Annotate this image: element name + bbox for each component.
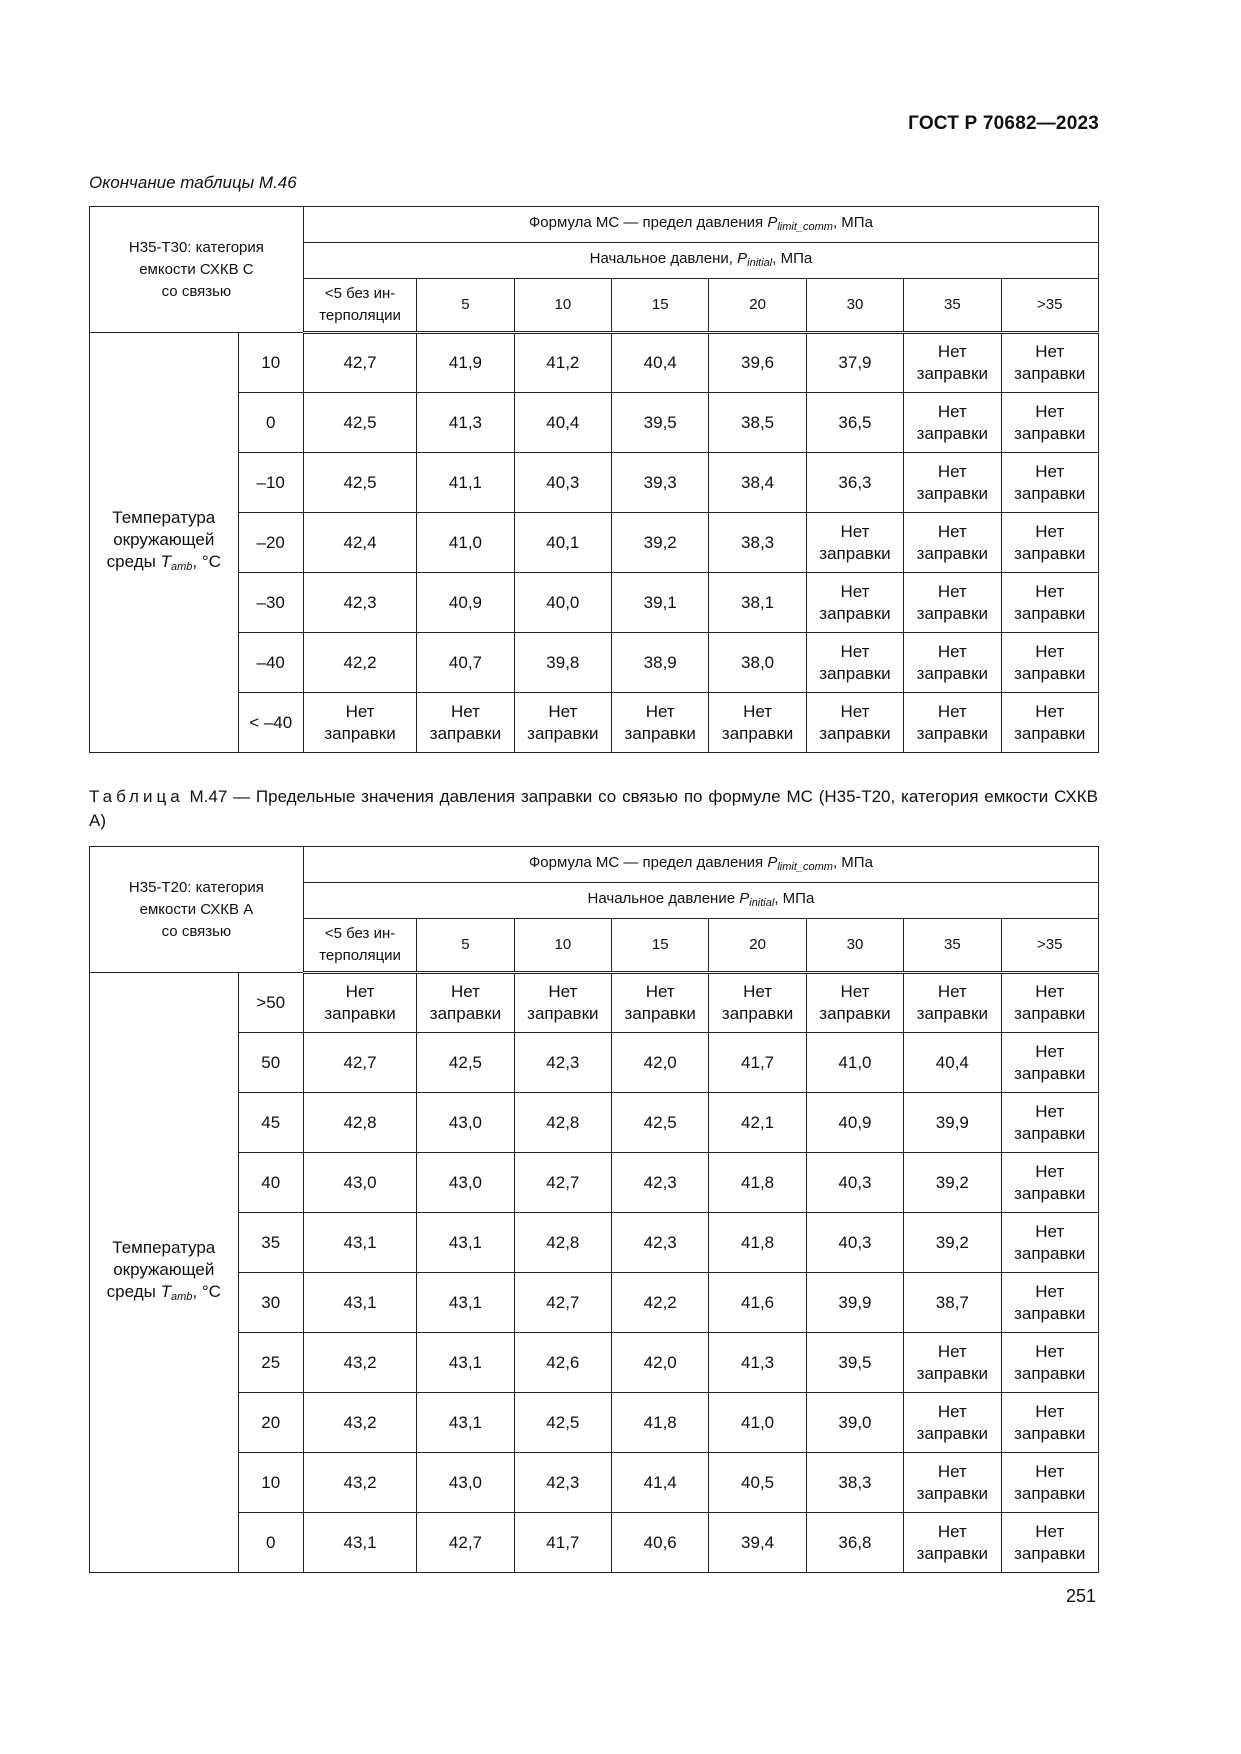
- pressure-value-cell: 38,7: [904, 1273, 1001, 1333]
- pressure-value-cell: 43,1: [417, 1213, 514, 1273]
- temperature-cell: 40: [238, 1153, 303, 1213]
- temperature-cell: 0: [238, 1513, 303, 1573]
- no-refuel-cell: Нет заправки: [1001, 453, 1098, 513]
- pressure-value-cell: 42,7: [417, 1513, 514, 1573]
- temperature-cell: 20: [238, 1393, 303, 1453]
- temperature-cell: –30: [238, 573, 303, 633]
- table-row: [90, 1213, 1099, 1273]
- table-row: [90, 1393, 1099, 1453]
- table-caption: Таблица М.47 — Предельные значения давления заправки со связью по формуле МС (Н35-Т20, категория емкости СХКВ А): [89, 787, 1098, 830]
- temperature-cell: –40: [238, 633, 303, 693]
- formula-header: Формула МС — предел давления $P_{limit\_comm}$, МПа: [303, 207, 1098, 243]
- page-number: 251: [1065, 1586, 1096, 1606]
- pressure-value-cell: 42,2: [612, 1273, 709, 1333]
- pressure-value-cell: 43,1: [417, 1393, 514, 1453]
- pressure-value-cell: 38,3: [709, 513, 806, 573]
- pressure-value-cell: 43,2: [303, 1453, 416, 1513]
- pressure-value-cell: 39,1: [612, 573, 709, 633]
- pressure-value-cell: 43,1: [303, 1213, 416, 1273]
- column-header: >35: [1001, 279, 1098, 333]
- no-refuel-cell: Нет заправки: [1001, 513, 1098, 573]
- column-header: <5 без ин- терполяции: [303, 279, 416, 333]
- formula-header: Формула МС — предел давления $P_{limit\_comm}$, МПа: [303, 847, 1098, 883]
- pressure-value-cell: 40,0: [514, 573, 611, 633]
- pressure-value-cell: 42,1: [709, 1093, 806, 1153]
- temperature-cell: >50: [238, 973, 303, 1033]
- no-refuel-cell: Нет заправки: [904, 1393, 1001, 1453]
- pressure-value-cell: 42,0: [612, 1033, 709, 1093]
- pressure-value-cell: 42,3: [303, 573, 416, 633]
- no-refuel-cell: Нет заправки: [709, 693, 806, 753]
- pressure-table-m46: [89, 206, 1099, 753]
- pressure-value-cell: 40,4: [904, 1033, 1001, 1093]
- column-header: 5: [417, 919, 514, 973]
- row-group-label: Температура окружающей среды $T_{amb}$, °C: [90, 333, 239, 753]
- pressure-value-cell: 41,1: [417, 453, 514, 513]
- pressure-value-cell: 42,8: [303, 1093, 416, 1153]
- no-refuel-cell: Нет заправки: [1001, 1453, 1098, 1513]
- pressure-value-cell: 42,5: [303, 453, 416, 513]
- pressure-value-cell: 41,0: [709, 1393, 806, 1453]
- pressure-value-cell: 39,8: [514, 633, 611, 693]
- pressure-value-cell: 41,7: [709, 1033, 806, 1093]
- table-row: [90, 633, 1099, 693]
- pressure-value-cell: 42,3: [612, 1213, 709, 1273]
- pressure-value-cell: 42,4: [303, 513, 416, 573]
- row-group-label: Температура окружающей среды $T_{amb}$, °C: [90, 973, 239, 1573]
- pressure-value-cell: 43,2: [303, 1333, 416, 1393]
- column-header: 35: [904, 919, 1001, 973]
- no-refuel-cell: Нет заправки: [1001, 333, 1098, 393]
- pressure-value-cell: 41,8: [612, 1393, 709, 1453]
- no-refuel-cell: Нет заправки: [904, 333, 1001, 393]
- no-refuel-cell: Нет заправки: [806, 513, 903, 573]
- pressure-value-cell: 38,9: [612, 633, 709, 693]
- pressure-value-cell: 36,8: [806, 1513, 903, 1573]
- table-row: [90, 573, 1099, 633]
- temperature-cell: 45: [238, 1093, 303, 1153]
- pressure-value-cell: 41,7: [514, 1513, 611, 1573]
- pressure-value-cell: 39,6: [709, 333, 806, 393]
- no-refuel-cell: Нет заправки: [1001, 693, 1098, 753]
- table-row: [90, 1453, 1099, 1513]
- pressure-value-cell: 38,5: [709, 393, 806, 453]
- pressure-value-cell: 40,3: [514, 453, 611, 513]
- no-refuel-cell: Нет заправки: [904, 1513, 1001, 1573]
- column-header: >35: [1001, 919, 1098, 973]
- document-header: ГОСТ Р 70682—2023: [908, 113, 1099, 134]
- pressure-value-cell: 42,6: [514, 1333, 611, 1393]
- table-row: [90, 1513, 1099, 1573]
- pressure-value-cell: 41,3: [709, 1333, 806, 1393]
- pressure-value-cell: 43,0: [417, 1153, 514, 1213]
- no-refuel-cell: Нет заправки: [1001, 1333, 1098, 1393]
- pressure-value-cell: 42,7: [514, 1153, 611, 1213]
- no-refuel-cell: Нет заправки: [1001, 1273, 1098, 1333]
- no-refuel-cell: Нет заправки: [904, 1453, 1001, 1513]
- temperature-cell: < –40: [238, 693, 303, 753]
- no-refuel-cell: Нет заправки: [1001, 633, 1098, 693]
- pressure-value-cell: 43,2: [303, 1393, 416, 1453]
- pressure-value-cell: 42,3: [612, 1153, 709, 1213]
- pressure-value-cell: 41,0: [417, 513, 514, 573]
- pressure-value-cell: 40,7: [417, 633, 514, 693]
- no-refuel-cell: Нет заправки: [612, 973, 709, 1033]
- table-row: [90, 1093, 1099, 1153]
- no-refuel-cell: Нет заправки: [904, 633, 1001, 693]
- pressure-value-cell: 42,8: [514, 1213, 611, 1273]
- no-refuel-cell: Нет заправки: [303, 973, 416, 1033]
- no-refuel-cell: Нет заправки: [417, 973, 514, 1033]
- table-row: [90, 1333, 1099, 1393]
- pressure-value-cell: 40,9: [417, 573, 514, 633]
- no-refuel-cell: Нет заправки: [904, 573, 1001, 633]
- pressure-value-cell: 40,3: [806, 1213, 903, 1273]
- temperature-cell: 0: [238, 393, 303, 453]
- no-refuel-cell: Нет заправки: [1001, 1093, 1098, 1153]
- pressure-value-cell: 42,7: [303, 1033, 416, 1093]
- pressure-value-cell: 36,5: [806, 393, 903, 453]
- table-row: [90, 393, 1099, 453]
- pressure-value-cell: 42,5: [514, 1393, 611, 1453]
- pressure-value-cell: 42,3: [514, 1453, 611, 1513]
- column-header: 15: [612, 279, 709, 333]
- pressure-value-cell: 41,8: [709, 1213, 806, 1273]
- no-refuel-cell: Нет заправки: [904, 393, 1001, 453]
- column-header: 10: [514, 279, 611, 333]
- no-refuel-cell: Нет заправки: [303, 693, 416, 753]
- no-refuel-cell: Нет заправки: [904, 1333, 1001, 1393]
- table-body: [90, 333, 1099, 753]
- column-header: 20: [709, 919, 806, 973]
- table-corner-header: Н35-Т20: категория емкости СХКВ А со связью: [90, 847, 304, 973]
- pressure-value-cell: 42,0: [612, 1333, 709, 1393]
- pressure-value-cell: 43,1: [303, 1273, 416, 1333]
- pressure-value-cell: 39,4: [709, 1513, 806, 1573]
- table-row: [90, 1153, 1099, 1213]
- pressure-value-cell: 39,3: [612, 453, 709, 513]
- temperature-cell: –20: [238, 513, 303, 573]
- pressure-value-cell: 38,4: [709, 453, 806, 513]
- pressure-value-cell: 41,8: [709, 1153, 806, 1213]
- column-header: 15: [612, 919, 709, 973]
- no-refuel-cell: Нет заправки: [904, 693, 1001, 753]
- column-header: 30: [806, 919, 903, 973]
- no-refuel-cell: Нет заправки: [612, 693, 709, 753]
- no-refuel-cell: Нет заправки: [1001, 1393, 1098, 1453]
- pressure-value-cell: 43,1: [417, 1333, 514, 1393]
- table-row: [90, 453, 1099, 513]
- pressure-value-cell: 39,5: [806, 1333, 903, 1393]
- no-refuel-cell: Нет заправки: [1001, 573, 1098, 633]
- pressure-value-cell: 43,0: [417, 1093, 514, 1153]
- no-refuel-cell: Нет заправки: [806, 973, 903, 1033]
- pressure-value-cell: 41,6: [709, 1273, 806, 1333]
- no-refuel-cell: Нет заправки: [1001, 1153, 1098, 1213]
- pressure-value-cell: 43,1: [303, 1513, 416, 1573]
- table-row: [90, 333, 1099, 393]
- no-refuel-cell: Нет заправки: [806, 633, 903, 693]
- no-refuel-cell: Нет заправки: [709, 973, 806, 1033]
- pressure-value-cell: 36,3: [806, 453, 903, 513]
- table-row: [90, 1273, 1099, 1333]
- initial-pressure-header: Начальное давление $P_{initial}$, МПа: [303, 883, 1098, 919]
- no-refuel-cell: Нет заправки: [417, 693, 514, 753]
- temperature-cell: 30: [238, 1273, 303, 1333]
- pressure-value-cell: 41,3: [417, 393, 514, 453]
- pressure-value-cell: 42,3: [514, 1033, 611, 1093]
- no-refuel-cell: Нет заправки: [904, 513, 1001, 573]
- pressure-value-cell: 43,1: [417, 1273, 514, 1333]
- no-refuel-cell: Нет заправки: [1001, 1213, 1098, 1273]
- no-refuel-cell: Нет заправки: [1001, 973, 1098, 1033]
- pressure-value-cell: 39,2: [612, 513, 709, 573]
- pressure-value-cell: 41,4: [612, 1453, 709, 1513]
- pressure-value-cell: 42,5: [417, 1033, 514, 1093]
- no-refuel-cell: Нет заправки: [1001, 1513, 1098, 1573]
- pressure-value-cell: 40,5: [709, 1453, 806, 1513]
- table-corner-header: Н35-Т30: категория емкости СХКВ С со связью: [90, 207, 304, 333]
- table-row: [90, 973, 1099, 1033]
- pressure-value-cell: 39,2: [904, 1213, 1001, 1273]
- pressure-value-cell: 40,4: [514, 393, 611, 453]
- pressure-value-cell: 38,1: [709, 573, 806, 633]
- no-refuel-cell: Нет заправки: [514, 693, 611, 753]
- pressure-value-cell: 40,6: [612, 1513, 709, 1573]
- table-body: [90, 973, 1099, 1573]
- pressure-value-cell: 42,8: [514, 1093, 611, 1153]
- pressure-value-cell: 42,5: [303, 393, 416, 453]
- pressure-value-cell: 39,5: [612, 393, 709, 453]
- pressure-value-cell: 37,9: [806, 333, 903, 393]
- pressure-value-cell: 40,3: [806, 1153, 903, 1213]
- pressure-value-cell: 40,9: [806, 1093, 903, 1153]
- table-row: [90, 693, 1099, 753]
- no-refuel-cell: Нет заправки: [904, 973, 1001, 1033]
- pressure-value-cell: 42,7: [514, 1273, 611, 1333]
- pressure-value-cell: 40,4: [612, 333, 709, 393]
- temperature-cell: 10: [238, 333, 303, 393]
- no-refuel-cell: Нет заправки: [904, 453, 1001, 513]
- pressure-value-cell: 41,2: [514, 333, 611, 393]
- pressure-value-cell: 39,0: [806, 1393, 903, 1453]
- pressure-value-cell: 43,0: [303, 1153, 416, 1213]
- column-header: <5 без ин- терполяции: [303, 919, 416, 973]
- table-continuation-label: Окончание таблицы М.46: [89, 173, 297, 192]
- column-header: 30: [806, 279, 903, 333]
- temperature-cell: 35: [238, 1213, 303, 1273]
- no-refuel-cell: Нет заправки: [806, 693, 903, 753]
- no-refuel-cell: Нет заправки: [1001, 1033, 1098, 1093]
- pressure-value-cell: 38,0: [709, 633, 806, 693]
- no-refuel-cell: Нет заправки: [806, 573, 903, 633]
- temperature-cell: 25: [238, 1333, 303, 1393]
- pressure-value-cell: 39,2: [904, 1153, 1001, 1213]
- no-refuel-cell: Нет заправки: [1001, 393, 1098, 453]
- column-header: 35: [904, 279, 1001, 333]
- pressure-value-cell: 41,0: [806, 1033, 903, 1093]
- pressure-value-cell: 42,5: [612, 1093, 709, 1153]
- pressure-table-m47: [89, 846, 1099, 1573]
- column-header: 10: [514, 919, 611, 973]
- initial-pressure-header: Начальное давлени, $P_{initial}$, МПа: [303, 243, 1098, 279]
- pressure-value-cell: 42,2: [303, 633, 416, 693]
- pressure-value-cell: 39,9: [904, 1093, 1001, 1153]
- column-header: 5: [417, 279, 514, 333]
- column-header: 20: [709, 279, 806, 333]
- pressure-value-cell: 41,9: [417, 333, 514, 393]
- pressure-value-cell: 39,9: [806, 1273, 903, 1333]
- pressure-value-cell: 42,7: [303, 333, 416, 393]
- pressure-value-cell: 40,1: [514, 513, 611, 573]
- table-row: [90, 513, 1099, 573]
- no-refuel-cell: Нет заправки: [514, 973, 611, 1033]
- pressure-value-cell: 38,3: [806, 1453, 903, 1513]
- temperature-cell: 10: [238, 1453, 303, 1513]
- temperature-cell: –10: [238, 453, 303, 513]
- temperature-cell: 50: [238, 1033, 303, 1093]
- table-row: [90, 1033, 1099, 1093]
- pressure-value-cell: 43,0: [417, 1453, 514, 1513]
